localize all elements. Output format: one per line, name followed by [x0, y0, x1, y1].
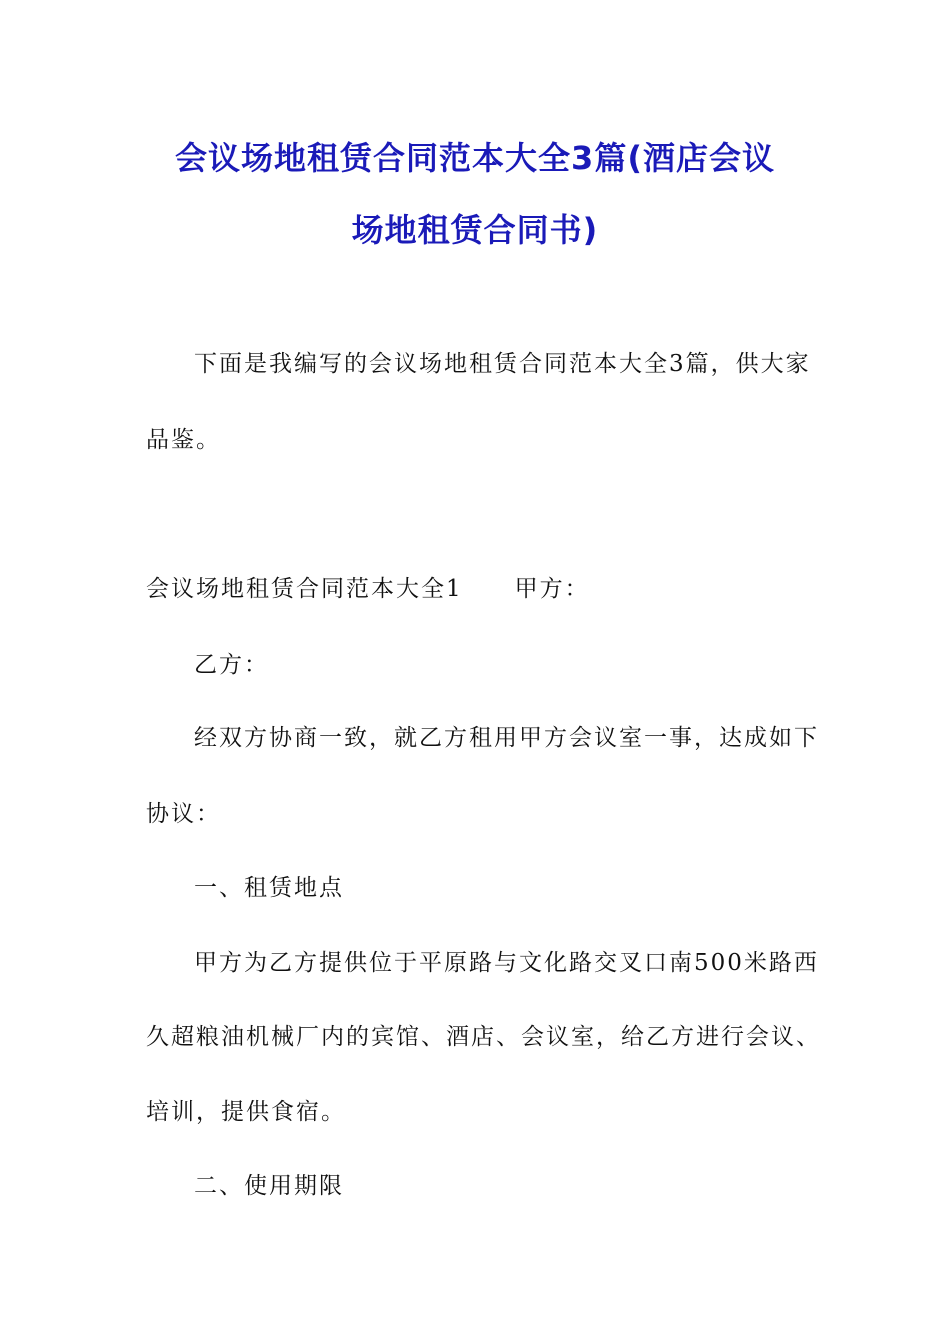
document-title-line-1: 会议场地租赁合同范本大全3篇(酒店会议 [175, 139, 775, 177]
clause-1-title: 一、租赁地点 [194, 875, 344, 901]
section-heading: 会议场地租赁合同范本大全1 [146, 576, 463, 602]
section-heading-row [146, 570, 590, 603]
party-b-label: 乙方： [194, 652, 269, 678]
clause-1-line-3: 培训，提供食宿。 [146, 1099, 346, 1125]
intro-line-1: 下面是我编写的会议场地租赁合同范本大全3篇，供大家 [194, 351, 811, 377]
clause-2-title: 二、使用期限 [194, 1173, 344, 1199]
intro-line-2: 品鉴。 [146, 427, 221, 453]
party-a-label: 甲方： [514, 576, 590, 602]
clause-1-line-1: 甲方为乙方提供位于平原路与文化路交叉口南500米路西 [194, 950, 819, 976]
document-title-line-2: 场地租赁合同书) [351, 211, 599, 249]
agreement-line-1: 经双方协商一致，就乙方租用甲方会议室一事，达成如下 [194, 725, 819, 751]
clause-1-line-2: 久超粮油机械厂内的宾馆、酒店、会议室，给乙方进行会议、 [146, 1024, 821, 1050]
agreement-line-2: 协议： [146, 801, 221, 827]
